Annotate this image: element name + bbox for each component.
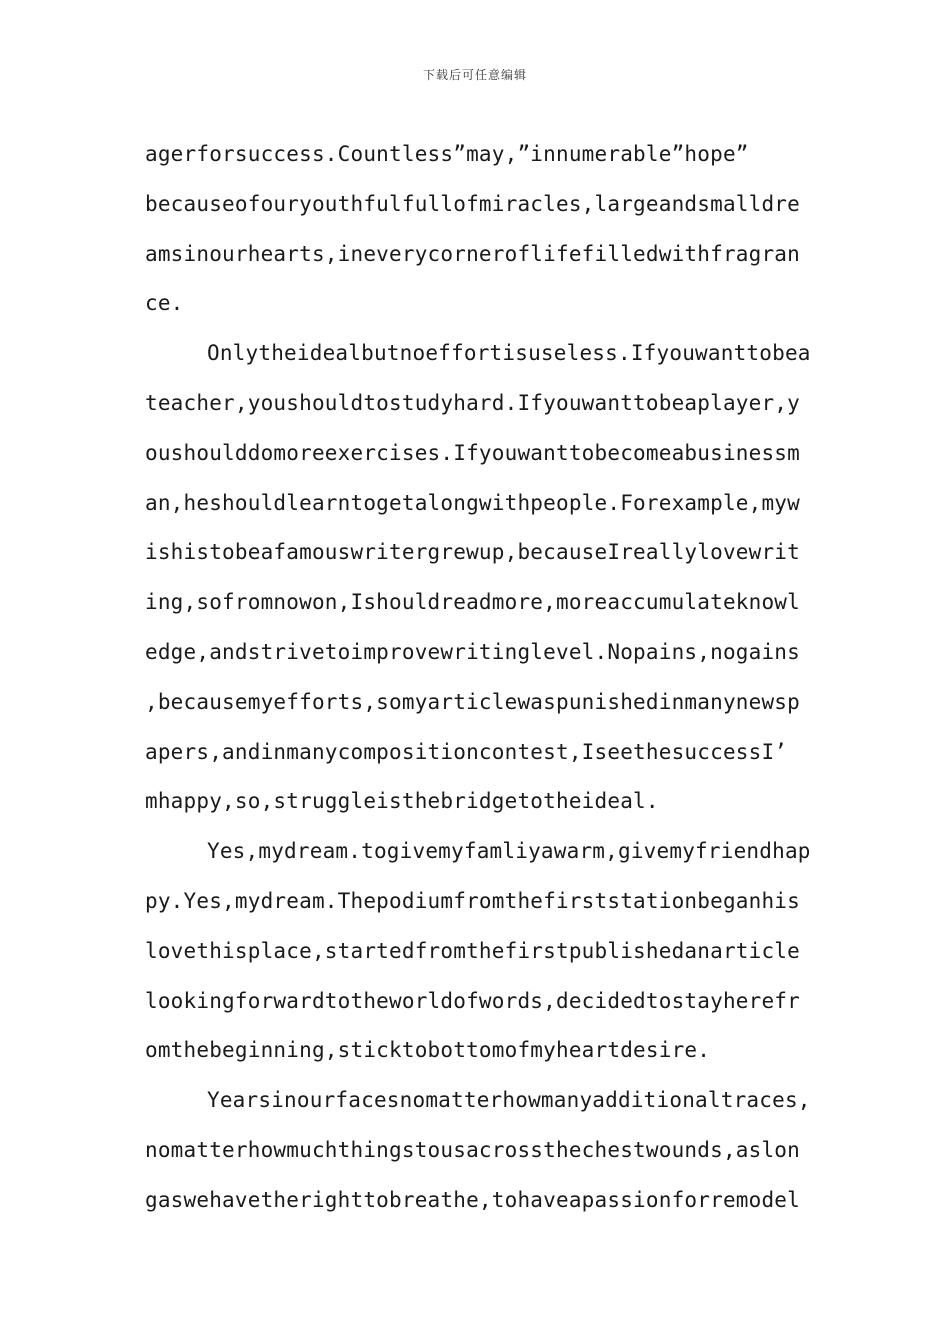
text-line: ing,sofromnowon,Ishouldreadmore,moreaccumulateknowl (145, 590, 800, 615)
text-line: py.Yes,mydream.Thepodiumfromthefirststationbeganhis (145, 888, 800, 913)
text-line: omthebeginning,sticktobottomofmyheartdesire. (145, 1038, 711, 1063)
text-line: ,becausemyefforts,somyarticlewaspunishedinmanynewsp (145, 689, 800, 714)
document-body (145, 130, 810, 1226)
paragraph-start-line: Yearsinourfacesnomatterhowmanyadditionaltraces, (207, 1088, 811, 1113)
paragraph-start-line: Onlytheidealbutnoeffortisuseless.Ifyouwanttobea (207, 341, 811, 366)
text-line: lovethisplace,startedfromthefirstpublishedanarticle (145, 938, 800, 963)
text-line: ishistobeafamouswritergrewup,becauseIreallylovewrit (145, 540, 800, 565)
text-line: edge,andstrivetoimprovewritinglevel.Nopains,nogains (145, 639, 800, 664)
text-line: agerforsuccess.Countless”may,”innumerable”hope” (145, 142, 749, 166)
text-line: becauseofouryouthfulfullofmiracles,largeandsmalldre (145, 191, 800, 216)
text-line: apers,andinmanycompositioncontest,IseethesuccessI’ (145, 739, 788, 764)
text-line: ce. (145, 291, 184, 316)
text-line: teacher,youshouldtostudyhard.Ifyouwanttobeaplayer,y (145, 390, 800, 415)
text-line: nomatterhowmuchthingstousacrossthechestwounds,aslon (145, 1137, 800, 1162)
text-line: amsinourhearts,ineverycorneroflifefilledwithfragran (145, 241, 800, 266)
text-line: mhappy,so,struggleisthebridgetotheideal. (145, 789, 659, 814)
page-header: 下载后可任意编辑 (422, 68, 527, 82)
paragraph-start-line: Yes,mydream.togivemyfamliyawarm,givemyfriendhap (207, 839, 811, 864)
text-line: an,heshouldlearntogetalongwithpeople.Forexample,myw (145, 490, 800, 515)
text-line: lookingforwardtotheworldofwords,decidedtostayherefr (145, 988, 800, 1013)
text-line: oushoulddomoreexercises.Ifyouwanttobecomeabusinessm (145, 440, 800, 465)
text-line: gaswehavetherighttobreathe,tohaveapassionforremodel (145, 1187, 800, 1212)
